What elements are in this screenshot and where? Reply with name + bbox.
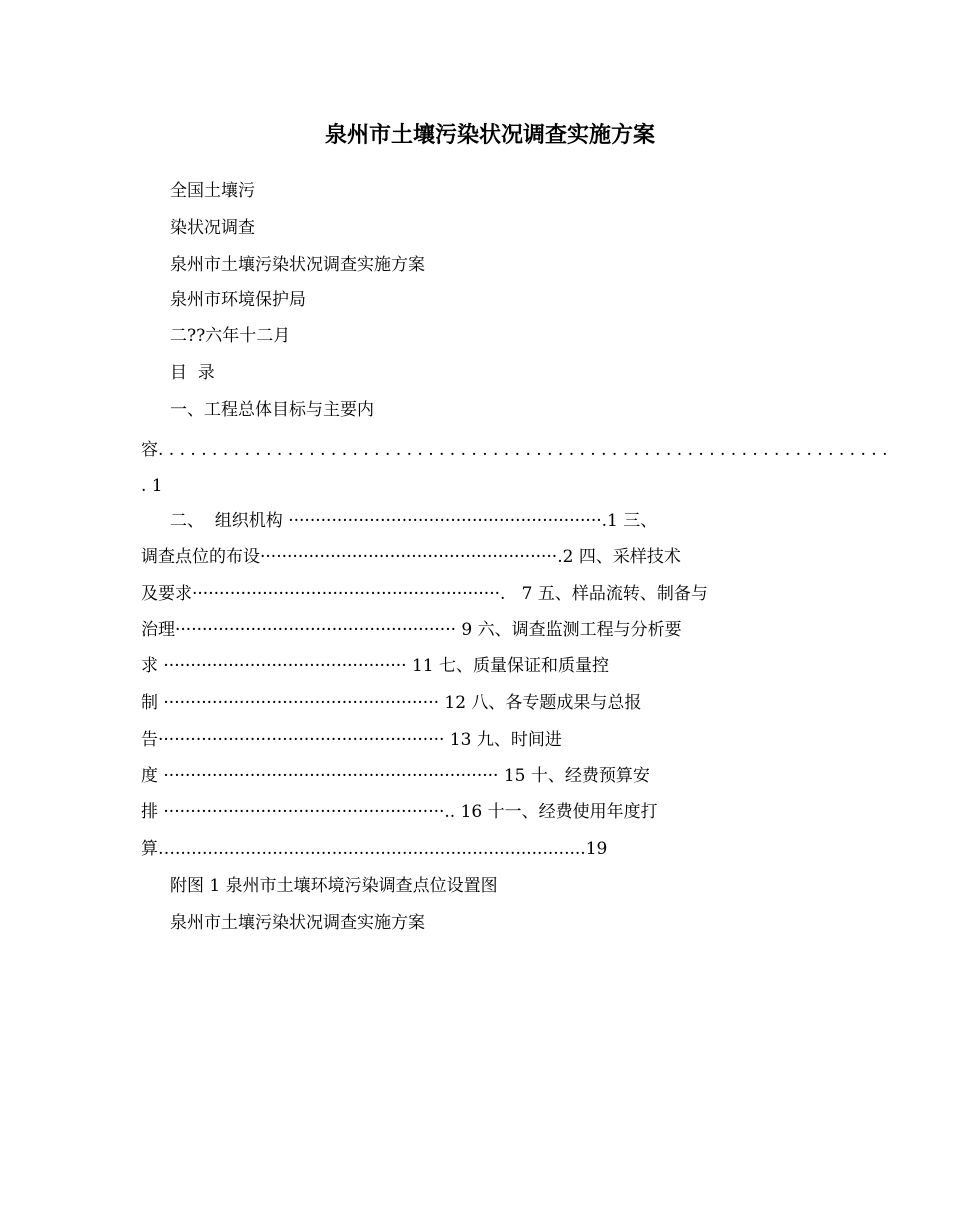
document-line: 全国土壤污 <box>170 181 255 201</box>
document-line: 泉州市土壤污染状况调查实施方案 <box>170 913 425 933</box>
document-line: 度 ······························································ 15 十、经费预算安 <box>141 766 650 786</box>
document-line: 染状况调查 <box>170 218 255 238</box>
document-line: 二??六年十二月 <box>170 326 291 346</box>
document-line: 及要求·························································. 7 五、样品流转、制备与 <box>141 584 708 604</box>
document-line: 一、工程总体目标与主要内 <box>170 400 374 420</box>
document-line: 二、 组织机构 ··························································.1 三、 <box>170 511 658 531</box>
document-line: 算…............................................................................19 <box>141 839 608 859</box>
document-title: 泉州市土壤污染状况调查实施方案 <box>324 122 655 148</box>
document-line: 制 ··················································· 12 八、各专题成果与总报 <box>141 693 642 713</box>
document-line: 排 ····················································.. 16 十一、经费使用年度打 <box>141 802 658 822</box>
document-line: 调查点位的布设·······················································.2 四、采样技术 <box>141 547 681 567</box>
document-line: 泉州市土壤污染状况调查实施方案 <box>170 255 425 275</box>
document-line: 求 ············································· 11 七、质量保证和质量控 <box>141 656 610 676</box>
document-line: 容. . . . . . . . . . . . . . . . . . . . . . . . . . . . . . . . . . . . . . . . . . . . . . . . . . . . . . . . . . . . . . . . . . . . <box>141 440 888 460</box>
document-line: 附图 1 泉州市土壤环境污染调查点位设置图 <box>170 876 498 896</box>
document-line: 泉州市环境保护局 <box>170 290 306 310</box>
document-line: 目 录 <box>170 363 215 383</box>
document-line: 治理···················································· 9 六、调查监测工程与分析要 <box>141 620 682 640</box>
document-line: 告····················································· 13 九、时间进 <box>141 730 562 750</box>
document-line: . 1 <box>141 476 163 496</box>
